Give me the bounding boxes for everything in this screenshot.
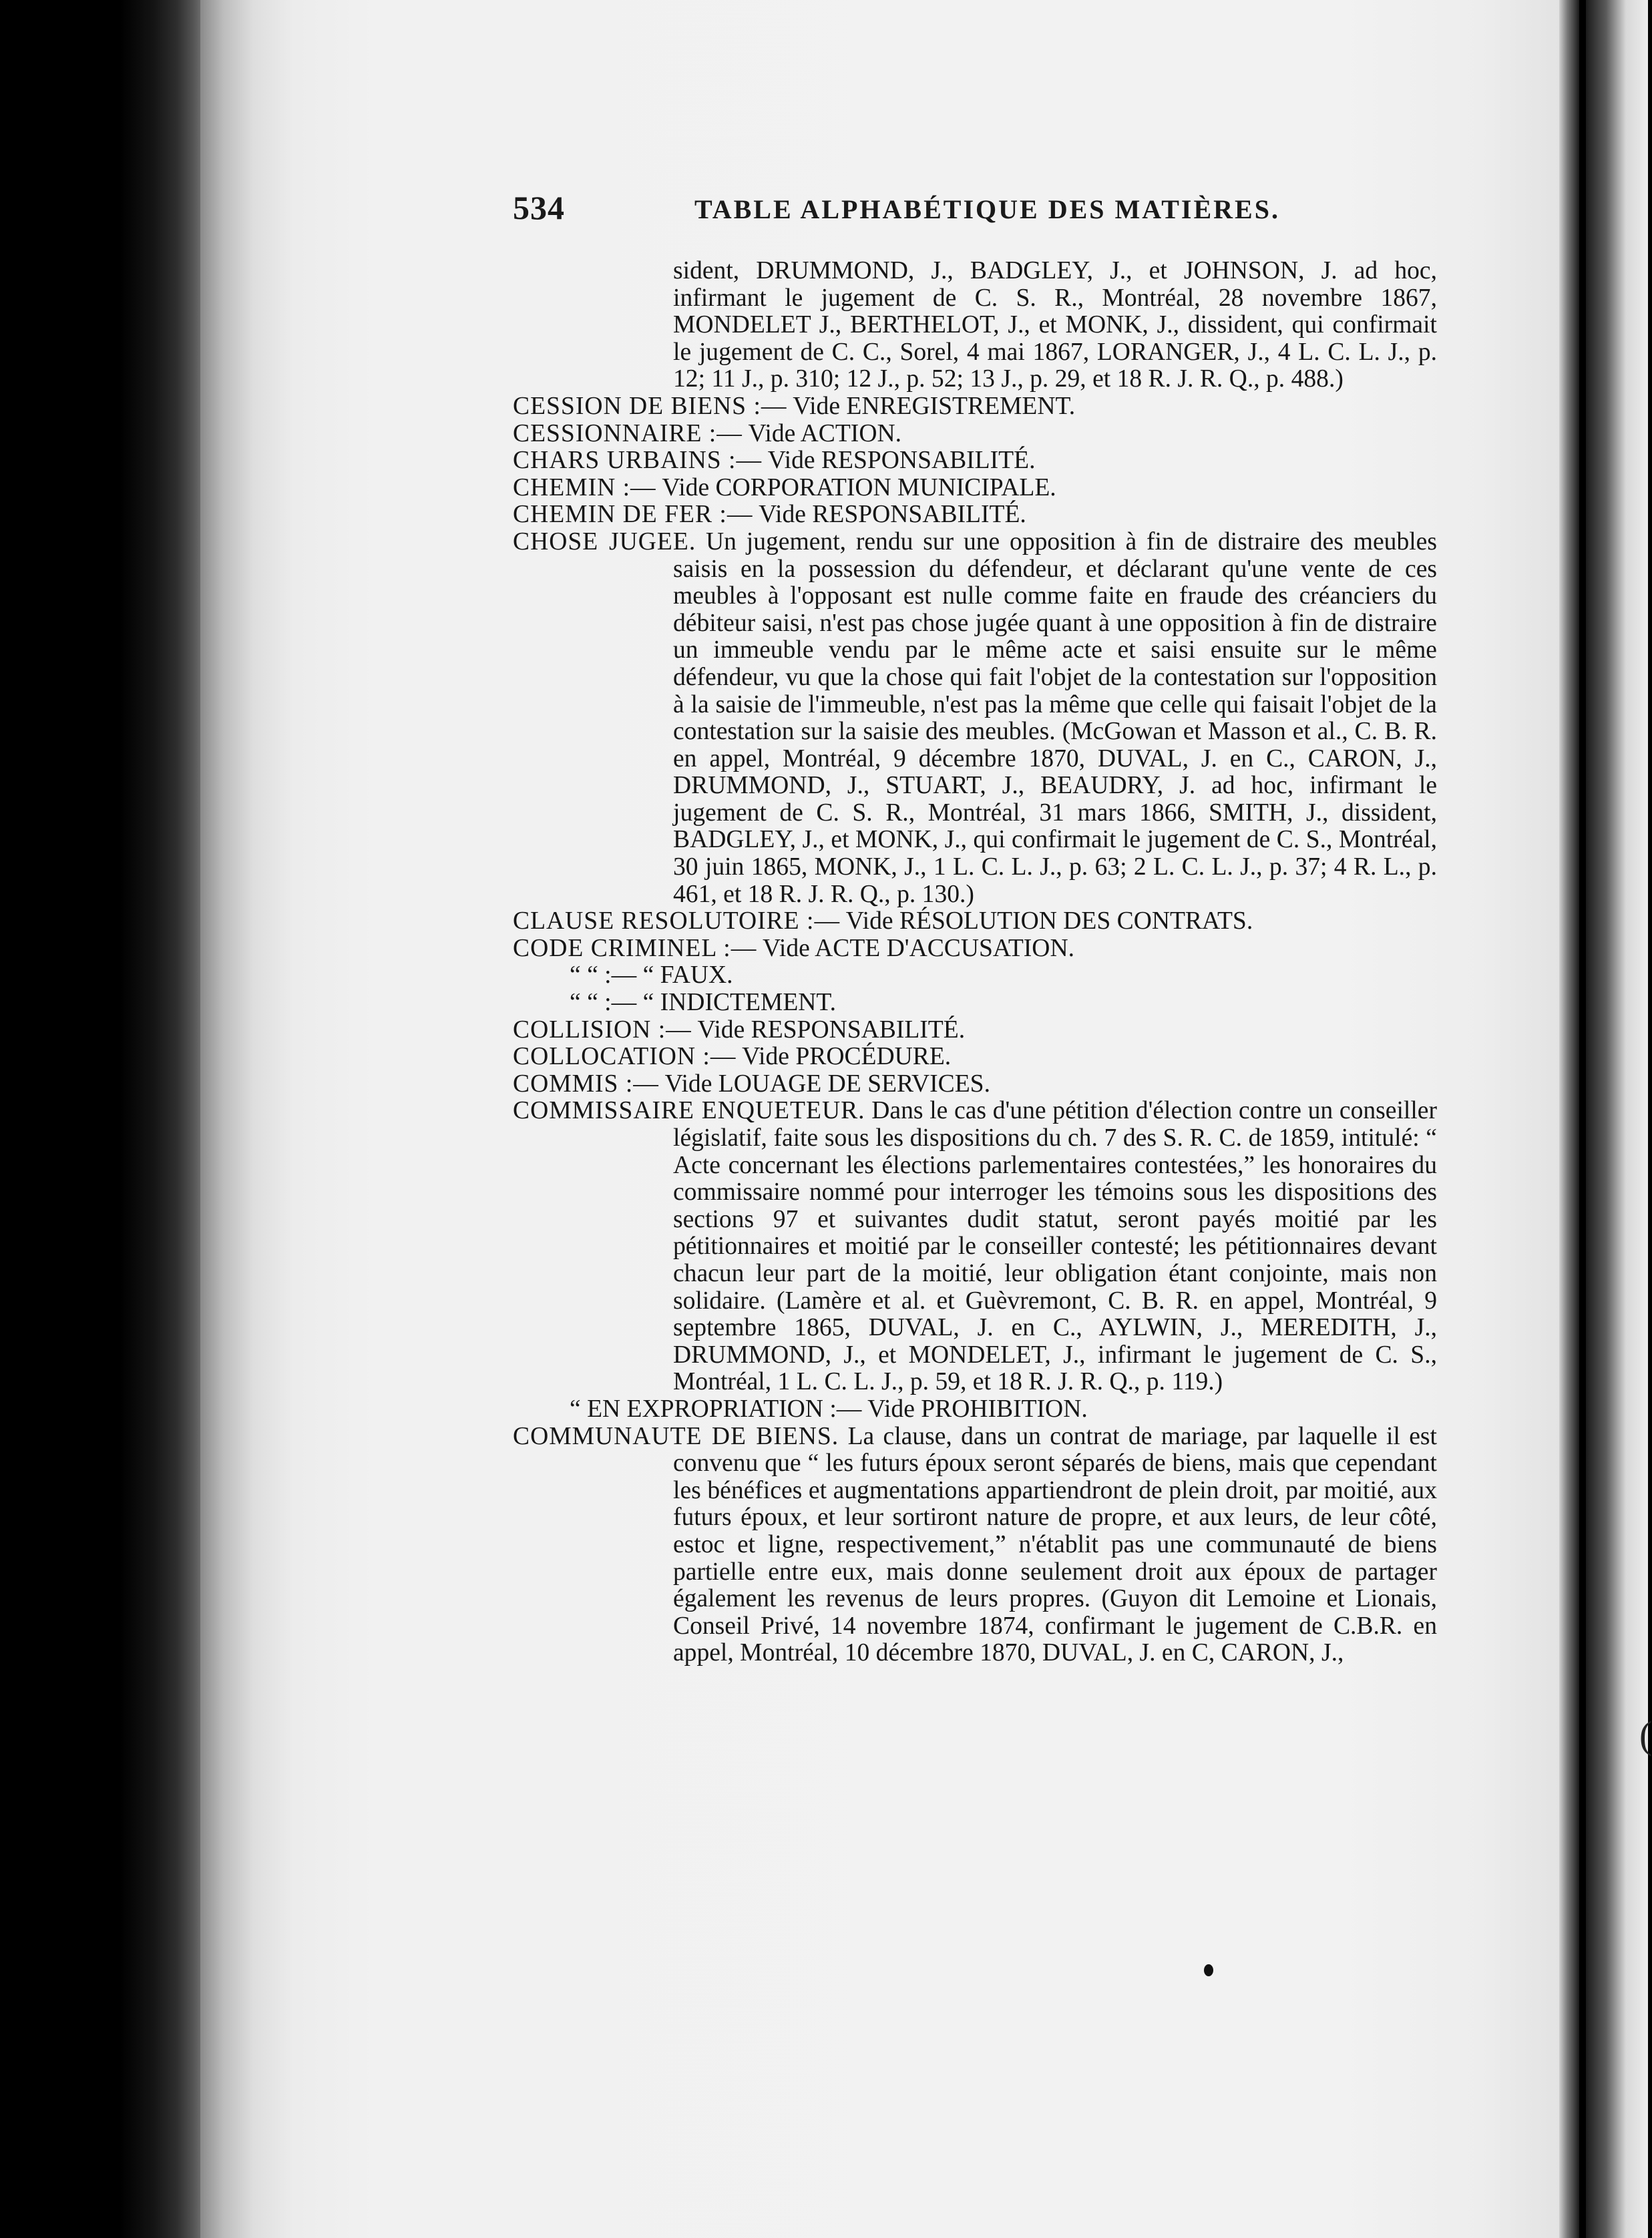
ditto-entry [513,962,1437,989]
index-entry [513,1098,1437,1396]
entry-heading: COMMIS :— [513,1070,659,1098]
printer-mark [1204,1964,1213,1976]
entry-heading: CHARS URBAINS :— [513,447,763,475]
entry-heading: COMMISSAIRE ENQUETEUR. [513,1097,865,1125]
entry-heading: COLLOCATION :— [513,1043,737,1071]
index-entry [513,908,1437,935]
entry-text: “ INDICTEMENT. [642,989,836,1017]
ditto-entry [513,1396,1437,1423]
index-entry [513,935,1437,963]
continued-entry: sident, DRUMMOND, J., BADGLEY, J., et JOHNSON, J. ad hoc, infirmant le jugement de C. S. R., Montréal, 28 novembre 1867, MONDELET J., BERTHELOT, J., et MONK, J., dissident, qui confirmait le jugement de C. C., Sorel, 4 mai 1867, LORANGER, J., 4 L. C. L. J., p. 12; 11 J., p. 310; 12 J., p. 52; 13 J., p. 29, et 18 R. J. R. Q., p. 488.) [673,257,1437,393]
index-entry [513,1071,1437,1098]
index-entry [513,501,1437,529]
index-entry [513,1017,1437,1044]
entry-text: Vide PROCÉDURE. [742,1043,952,1071]
entry-heading: COLLISION :— [513,1016,692,1044]
entry-text: Vide CORPORATION MUNICIPALE. [662,473,1056,501]
entry-text: Vide RÉSOLUTION DES CONTRATS. [845,907,1253,935]
entry-heading: CLAUSE RESOLUTOIRE :— [513,907,841,935]
entry-text: Vide LOUAGE DE SERVICES. [664,1070,990,1098]
index-entry [513,1423,1437,1667]
entry-heading: CESSION DE BIENS :— [513,392,787,420]
entry-text: Vide PROHIBITION. [867,1395,1088,1423]
entry-text: Un jugement, rendu sur une opposition à fin de distraire des meubles saisis en la possession du défendeur, et déclarant qu'une vente de ces meubles à l'opposant est nulle comme faite en fraude des créanciers du débiteur saisi, n'est pas chose jugée quant à une opposition à fin de distraire un immeuble vendu par le même acte et saisi ensuite sur le même défendeur, vu que la chose qui fait l'objet de la contestation sur l'opposition à la saisie de l'immeuble, n'est pas la même que celle qui faisait l'objet de la contestation sur la saisie des meubles. (McGowan et Masson et al., C. B. R. en appel, Montréal, 9 décembre 1870, DUVAL, J. en C., CARON, J., DRUMMOND, J., STUART, J., BEAUDRY, J. ad hoc, infirmant le jugement de C. S. R., Montréal, 31 mars 1866, SMITH, J., dissident, BADGLEY, J., et MONK, J., qui confirmait le jugement de C. S., Montréal, 30 juin 1865, MONK, J., 1 L. C. L. J., p. 63; 2 L. C. L. J., p. 37; 4 R. L., p. 461, et 18 R. J. R. Q., p. 130.) [673,527,1437,908]
entry-heading: CHOSE JUGEE. [513,527,696,555]
ditto-entry [513,989,1437,1017]
entry-text: Vide RESPONSABILITÉ. [767,447,1036,475]
entry-heading: CESSIONNAIRE :— [513,419,743,447]
entry-text: Vide RESPONSABILITÉ. [759,501,1026,529]
entry-text: La clause, dans un contrat de mariage, par laquelle il est convenu que “ les futurs époux seront séparés de biens, mais que cependant les bénéfices et augmentations appartiendront de plein droit, par moitié, aux futurs époux, et leur sortiront nature de propre, et aux leurs, de leur côté, estoc et ligne, respectivement,” n'établit pas une communauté de biens partielle entre eux, mais donne seulement droit aux époux de partager également les revenus de leurs propres. (Guyon dit Lemoine et Lionais, Conseil Privé, 14 novembre 1874, confirmant le jugement de C.B.R. en appel, Montréal, 10 décembre 1870, DUVAL, J. en C, CARON, J., [673,1422,1437,1667]
entry-text: Vide ACTE D'ACCUSATION. [763,934,1074,962]
index-entry [513,447,1437,475]
entry-text: “ FAUX. [642,961,733,989]
facing-page-mark: ( [1639,1713,1652,1757]
index-entry [513,421,1437,448]
index-text [513,258,1437,1667]
facing-page-edge [1586,0,1648,2238]
entry-heading: “ “ :— [570,961,637,989]
index-entry [513,393,1437,421]
entry-heading: CHEMIN DE FER :— [513,501,753,529]
entry-heading: CHEMIN :— [513,473,656,501]
entry-text: Vide ACTION. [748,419,901,447]
page-header [0,188,1648,228]
index-entry [513,529,1437,908]
scan-left-margin [0,0,200,2238]
entry-text: Dans le cas d'une pétition d'élection contre un conseiller législatif, faite sous les dispositions du ch. 7 des S. R. C. de 1859, intitulé: “ Acte concernant les élections parlementaires contestées,” les honoraires du commissaire nommé pour interroger les témoins sous les dispositions des sections 97 et suivantes dudit statut, seront payés moitié par les pétitionnaires et moitié par le conseiller contesté; les pétitionnaires devant chacun leur part de la moitié, leur obligation étant conjointe, mais non solidaire. (Lamère et al. et Guèvremont, C. B. R. en appel, Montréal, 9 septembre 1865, DUVAL, J. en C., AYLWIN, J., MEREDITH, J., DRUMMOND, J., et MONDELET, J., infirmant le jugement de C. S., Montréal, 1 L. C. L. J., p. 59, et 18 R. J. R. Q., p. 119.) [673,1097,1437,1396]
running-head: TABLE ALPHABÉTIQUE DES MATIÈRES. [694,194,1280,224]
page-number: 534 [513,189,565,226]
entry-heading: “ EN EXPROPRIATION :— [570,1395,862,1423]
entry-heading: CODE CRIMINEL :— [513,934,757,962]
entry-heading: COMMUNAUTE DE BIENS. [513,1422,839,1450]
index-entry [513,475,1437,502]
entry-text: Vide ENREGISTREMENT. [793,392,1076,420]
entry-heading: “ “ :— [570,989,637,1017]
book-gutter [1559,0,1579,2238]
index-entry [513,1044,1437,1071]
entry-text: Vide RESPONSABILITÉ. [697,1016,966,1044]
